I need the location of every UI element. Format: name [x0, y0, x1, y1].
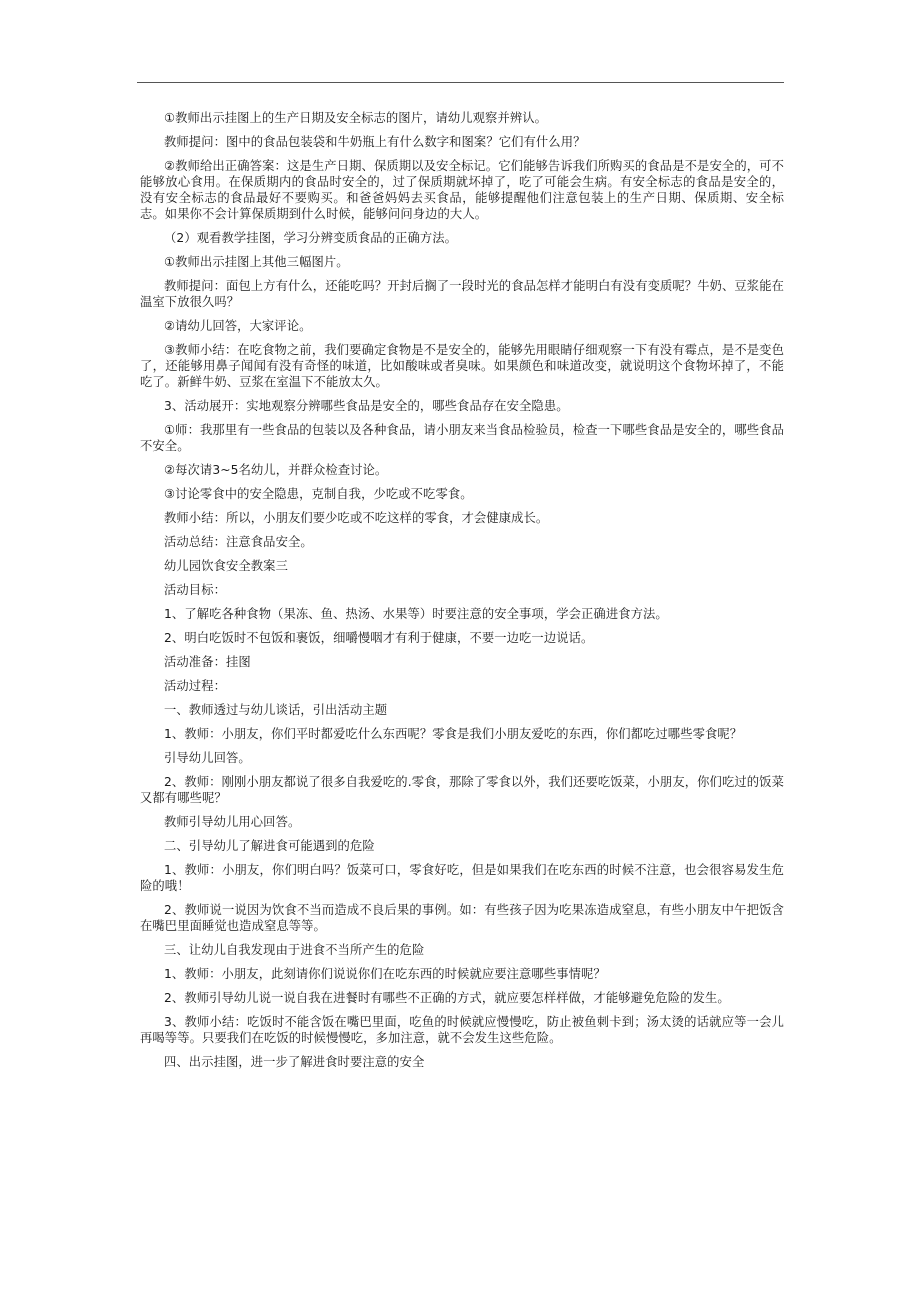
- paragraph: 教师小结：所以，小朋友们要少吃或不吃这样的零食，才会健康成长。: [164, 511, 549, 525]
- paragraph: 教师引导幼儿用心回答。: [164, 815, 301, 829]
- paragraph: 1、教师：小朋友，你们明白吗？饭菜可口，零食好吃，但是如果我们在吃东西的时候不注意，也会很容易发生危险的哦！: [140, 863, 784, 893]
- paragraph: 引导幼儿回答。: [164, 751, 251, 765]
- paragraph: 3、教师小结：吃饭时不能含饭在嘴巴里面，吃鱼的时候就应慢慢吃，防止被鱼刺卡到；汤太烫的话就应等一会儿再喝等等。只要我们在吃饭的时候慢慢吃，多加注意，就不会发生这些危险。: [140, 1015, 784, 1045]
- paragraph: 教师提问：图中的食品包装袋和牛奶瓶上有什么数字和图案？它们有什么用？: [164, 135, 586, 149]
- paragraph: 1、了解吃各种食物（果冻、鱼、热汤、水果等）时要注意的安全事项，学会正确进食方法。: [164, 607, 668, 621]
- paragraph: ③讨论零食中的安全隐患，克制自我，少吃或不吃零食。: [164, 487, 473, 501]
- paragraph: 2、教师：刚刚小朋友都说了很多自我爱吃的.零食，那除了零食以外，我们还要吃饭菜，小朋友，你们吃过的饭菜又都有哪些呢？: [140, 775, 784, 805]
- paragraph: ①教师出示挂图上的生产日期及安全标志的图片，请幼儿观察并辨认。: [164, 111, 548, 125]
- paragraph: ②请幼儿回答，大家评论。: [164, 319, 312, 333]
- paragraph: 1、教师：小朋友，此刻请你们说说你们在吃东西的时候就应要注意哪些事情呢？: [164, 967, 606, 981]
- paragraph: 四、出示挂图，进一步了解进食时要注意的安全: [164, 1055, 425, 1069]
- document-body: [140, 110, 784, 1078]
- paragraph: 2、教师说一说因为饮食不当而造成不良后果的事例。如：有些孩子因为吃果冻造成窒息，有些小朋友中午把饭含在嘴巴里面睡觉也造成窒息等等。: [140, 903, 784, 933]
- paragraph: 3、活动展开：实地观察分辨哪些食品是安全的，哪些食品存在安全隐患。: [164, 399, 569, 413]
- paragraph: 教师提问：面包上方有什么，还能吃吗？开封后搁了一段时光的食品怎样才能明白有没有变质呢？牛奶、豆浆能在温室下放很久吗？: [140, 279, 784, 309]
- paragraph: （2）观看教学挂图，学习分辨变质食品的正确方法。: [164, 231, 458, 245]
- paragraph: 活动总结：注意食品安全。: [164, 535, 313, 549]
- paragraph: ②教师给出正确答案：这是生产日期、保质期以及安全标记。它们能够告诉我们所购买的食品是不是安全的，可不能够放心食用。在保质期内的食品时安全的，过了保质期就坏掉了，吃了可能会生病。有安全标志的食品是安全的，没有安全标志的食品最好不要购买。和爸爸妈妈去买食品，能够提醒他们注意包装上的生产日期、保质期、安全标志。如果你不会计算保质期到什么时候，能够问问身边的大人。: [140, 159, 784, 221]
- paragraph: 活动准备：挂图: [164, 655, 251, 669]
- paragraph: 活动目标：: [164, 583, 226, 597]
- paragraph: 三、让幼儿自我发现由于进食不当所产生的危险: [164, 943, 425, 957]
- paragraph: 二、引导幼儿了解进食可能遇到的危险: [164, 839, 375, 853]
- paragraph: 一、教师透过与幼儿谈话，引出活动主题: [164, 703, 388, 717]
- paragraph: ①教师出示挂图上其他三幅图片。: [164, 255, 349, 269]
- paragraph: 1、教师：小朋友，你们平时都爱吃什么东西呢？零食是我们小朋友爱吃的东西，你们都吃过哪些零食呢？: [164, 727, 743, 741]
- paragraph: ①师：我那里有一些食品的包装以及各种食品，请小朋友来当食品检验员，检查一下哪些食品是安全的，哪些食品不安全。: [140, 423, 784, 453]
- paragraph: ②每次请3~5名幼儿，并群众检查讨论。: [164, 463, 388, 477]
- paragraph: 活动过程：: [164, 679, 226, 693]
- paragraph: 2、教师引导幼儿说一说自我在进餐时有哪些不正确的方式，就应要怎样样做，才能够避免危险的发生。: [164, 991, 730, 1005]
- paragraph: 2、明白吃饭时不包饭和裹饭，细嚼慢咽才有利于健康，不要一边吃一边说话。: [164, 631, 594, 645]
- header-rule: [137, 82, 784, 83]
- paragraph: ③教师小结：在吃食物之前，我们要确定食物是不是安全的，能够先用眼睛仔细观察一下有没有霉点，是不是变色了，还能够用鼻子闻闻有没有奇怪的味道，比如酸味或者臭味。如果颜色和味道改变，就说明这个食物坏掉了，不能吃了。新鲜牛奶、豆浆在室温下不能放太久。: [140, 343, 784, 389]
- section-title: 幼儿园饮食安全教案三: [164, 559, 288, 573]
